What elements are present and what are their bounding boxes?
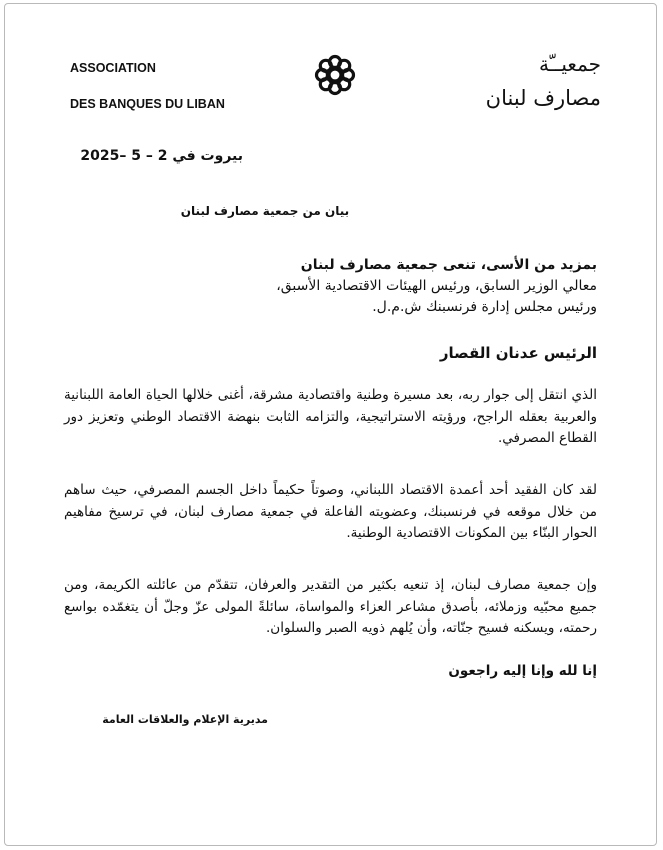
document-subject: بيان من جمعية مصارف لبنان — [180, 204, 350, 218]
intro-line2: معالي الوزير السابق، ورئيس الهيئات الاقتصادية الأسبق، — [276, 278, 597, 294]
paragraph-3-text: وإن جمعية مصارف لبنان، إذ تنعيه بكثير من التقدير والعرفان، تتقدّم من عائلته الكريمة، ومن جميع محبّيه وزملائه، بأصدق مشاعر العزاء والمواساة، سائلةً المولى عزّ وجلّ أن يتغمّده بواسع رحمته، ويسكنه فسيح جنّاته، وأن يُلهم ذويه الصبر والسلوان. — [64, 577, 597, 636]
document-date: بيروت في 2 – 5 –2025 — [80, 148, 243, 164]
paragraph-3 — [64, 575, 597, 640]
paragraph-2-text: لقد كان الفقيد أحد أعمدة الاقتصاد اللبناني، وصوتاً حكيماً داخل الجسم المصرفي، حيث ساهم من خلال موقعه في فرنسبنك، وعضويته الفاعلة في جمعية مصارف لبنان، في ترسيخ مفاهيم الحوار البنّاء بين المكونات الاقتصادية الوطنية. — [64, 482, 597, 541]
letterhead-latin-line2: DES BANQUES DU LIBAN — [70, 97, 225, 111]
signature-department: مديرية الإعلام والعلاقات العامة — [102, 713, 268, 726]
paragraph-2 — [64, 480, 597, 545]
paragraph-1 — [64, 385, 597, 450]
intro-line3: ورئيس مجلس إدارة فرنسبنك ش.م.ل. — [372, 299, 597, 315]
letterhead-arabic-line2: مصارف لبنان — [485, 86, 601, 110]
deceased-name: الرئيس عدنان القصار — [439, 344, 597, 362]
letterhead-arabic-line1: جمعيــّة — [538, 52, 601, 76]
letterhead-latin-line1: ASSOCIATION — [70, 61, 156, 75]
intro-line1: بمزيد من الأسى، تنعى جمعية مصارف لبنان — [300, 257, 597, 273]
paragraph-1-text: الذي انتقل إلى جوار ربه، بعد مسيرة وطنية واقتصادية مشرقة، أغنى خلالها الحياة العامة اللبنانية والعربية بعقله الراجح، ورؤيته الاستراتيجية، والتزامه الثابت بنهضة الاقتصاد الوطني وتعزيز دور القطاع المصرفي. — [64, 387, 597, 446]
intro-block — [57, 255, 597, 318]
closing-verse: إنا لله وإنا إليه راجعون — [448, 663, 597, 679]
association-logo-icon — [313, 53, 357, 97]
